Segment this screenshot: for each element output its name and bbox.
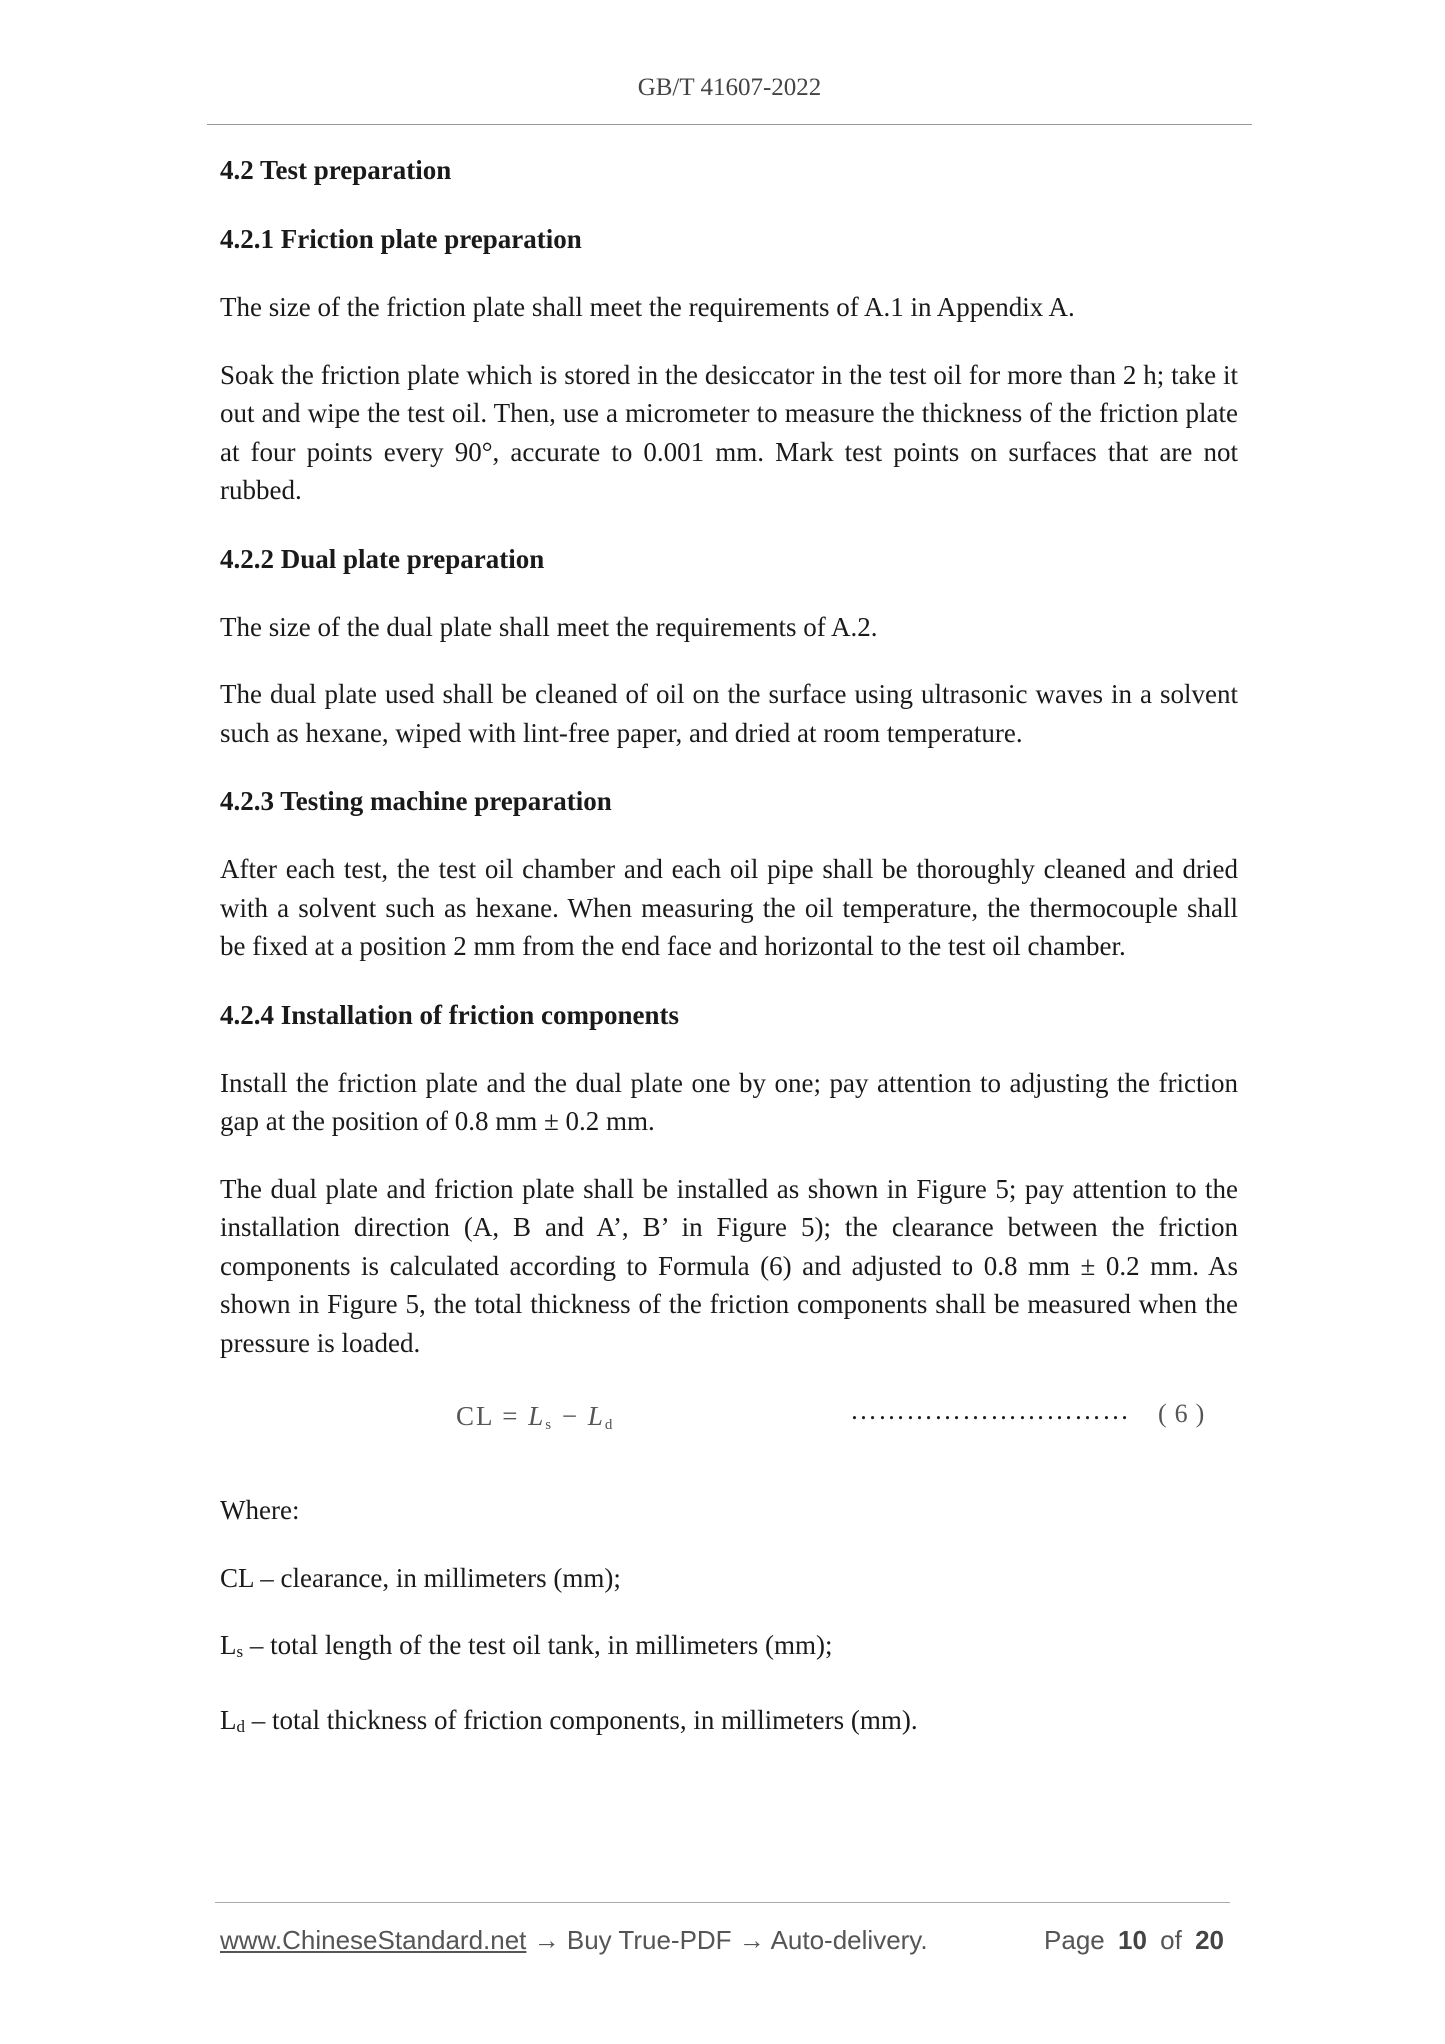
section-heading-4-2-1: 4.2.1 Friction plate preparation (220, 224, 582, 254)
paragraph: Install the friction plate and the dual plate one by one; pay attention to adjusting the friction gap at the position of 0.8 mm ± 0.2 mm. (220, 1067, 1238, 1136)
current-page: 10 (1118, 1925, 1147, 1955)
formula-leader-dots: ………………………… (850, 1395, 1130, 1425)
paragraph: After each test, the test oil chamber and each oil pipe shall be thoroughly cleaned and dried with a solvent such as hexane. When measuring the oil temperature, the thermocouple shall be fixed at a position 2 mm from the end face and horizontal to the test oil chamber. (220, 854, 1238, 961)
formula-number: (6) (1158, 1399, 1213, 1428)
paragraph: The size of the friction plate shall meet the requirements of A.1 in Appendix A. (220, 292, 1075, 322)
formula-6 (220, 1391, 1238, 1451)
section-heading-4-2-4: 4.2.4 Installation of friction components (220, 999, 679, 1030)
paragraph: The dual plate used shall be cleaned of oil on the surface using ultrasonic waves in a solvent such as hexane, wiped with lint-free paper, and dried at room temperature. (220, 679, 1238, 748)
footer-promo: www.ChineseStandard.net → Buy True-PDF → Auto-delivery. (220, 1925, 928, 1955)
section-heading-4-2-2: 4.2.2 Dual plate preparation (220, 543, 545, 574)
section-heading-4-2: 4.2 Test preparation (220, 155, 452, 185)
document-body (220, 150, 1238, 1775)
website-link[interactable]: www.ChineseStandard.net (220, 1925, 527, 1955)
definition-cl: CL – clearance, in millimeters (mm); (220, 1562, 621, 1593)
formula-expression: CL = $L_s - L_d$ (456, 1401, 615, 1433)
section-heading-4-2-3: 4.2.3 Testing machine preparation (220, 786, 612, 816)
page-footer (215, 1902, 1230, 1955)
page-indicator: Page 10 of 20 (1044, 1925, 1224, 1955)
definition-ld: $L_d$ – total thickness of friction components, in millimeters (mm). (220, 1704, 918, 1736)
definition-ls: $L_s$ – total length of the test oil tank, in millimeters (mm); (220, 1630, 833, 1661)
paragraph: The size of the dual plate shall meet the requirements of A.2. (220, 611, 878, 642)
where-label: Where: (220, 1495, 300, 1525)
page-header (207, 70, 1252, 125)
total-pages: 20 (1195, 1925, 1224, 1955)
doc-code: GB/T 41607-2022 (637, 74, 822, 101)
paragraph: Soak the friction plate which is stored in the desiccator in the test oil for more than 2 h; take it out and wipe the test oil. Then, use a micrometer to measure the thickness of the friction plate at four points every 90°, accurate to 0.001 mm. Mark test points on surfaces that are not rubbed. (220, 359, 1238, 505)
paragraph: The dual plate and friction plate shall be installed as shown in Figure 5; pay attention to the installation direction (A, B and A’, B’ in Figure 5); the clearance between the friction components is calculated according to Formula (6) and adjusted to 0.8 mm ± 0.2 mm. As shown in Figure 5, the total thickness of the friction components shall be measured when the pressure is loaded. (220, 1173, 1238, 1358)
